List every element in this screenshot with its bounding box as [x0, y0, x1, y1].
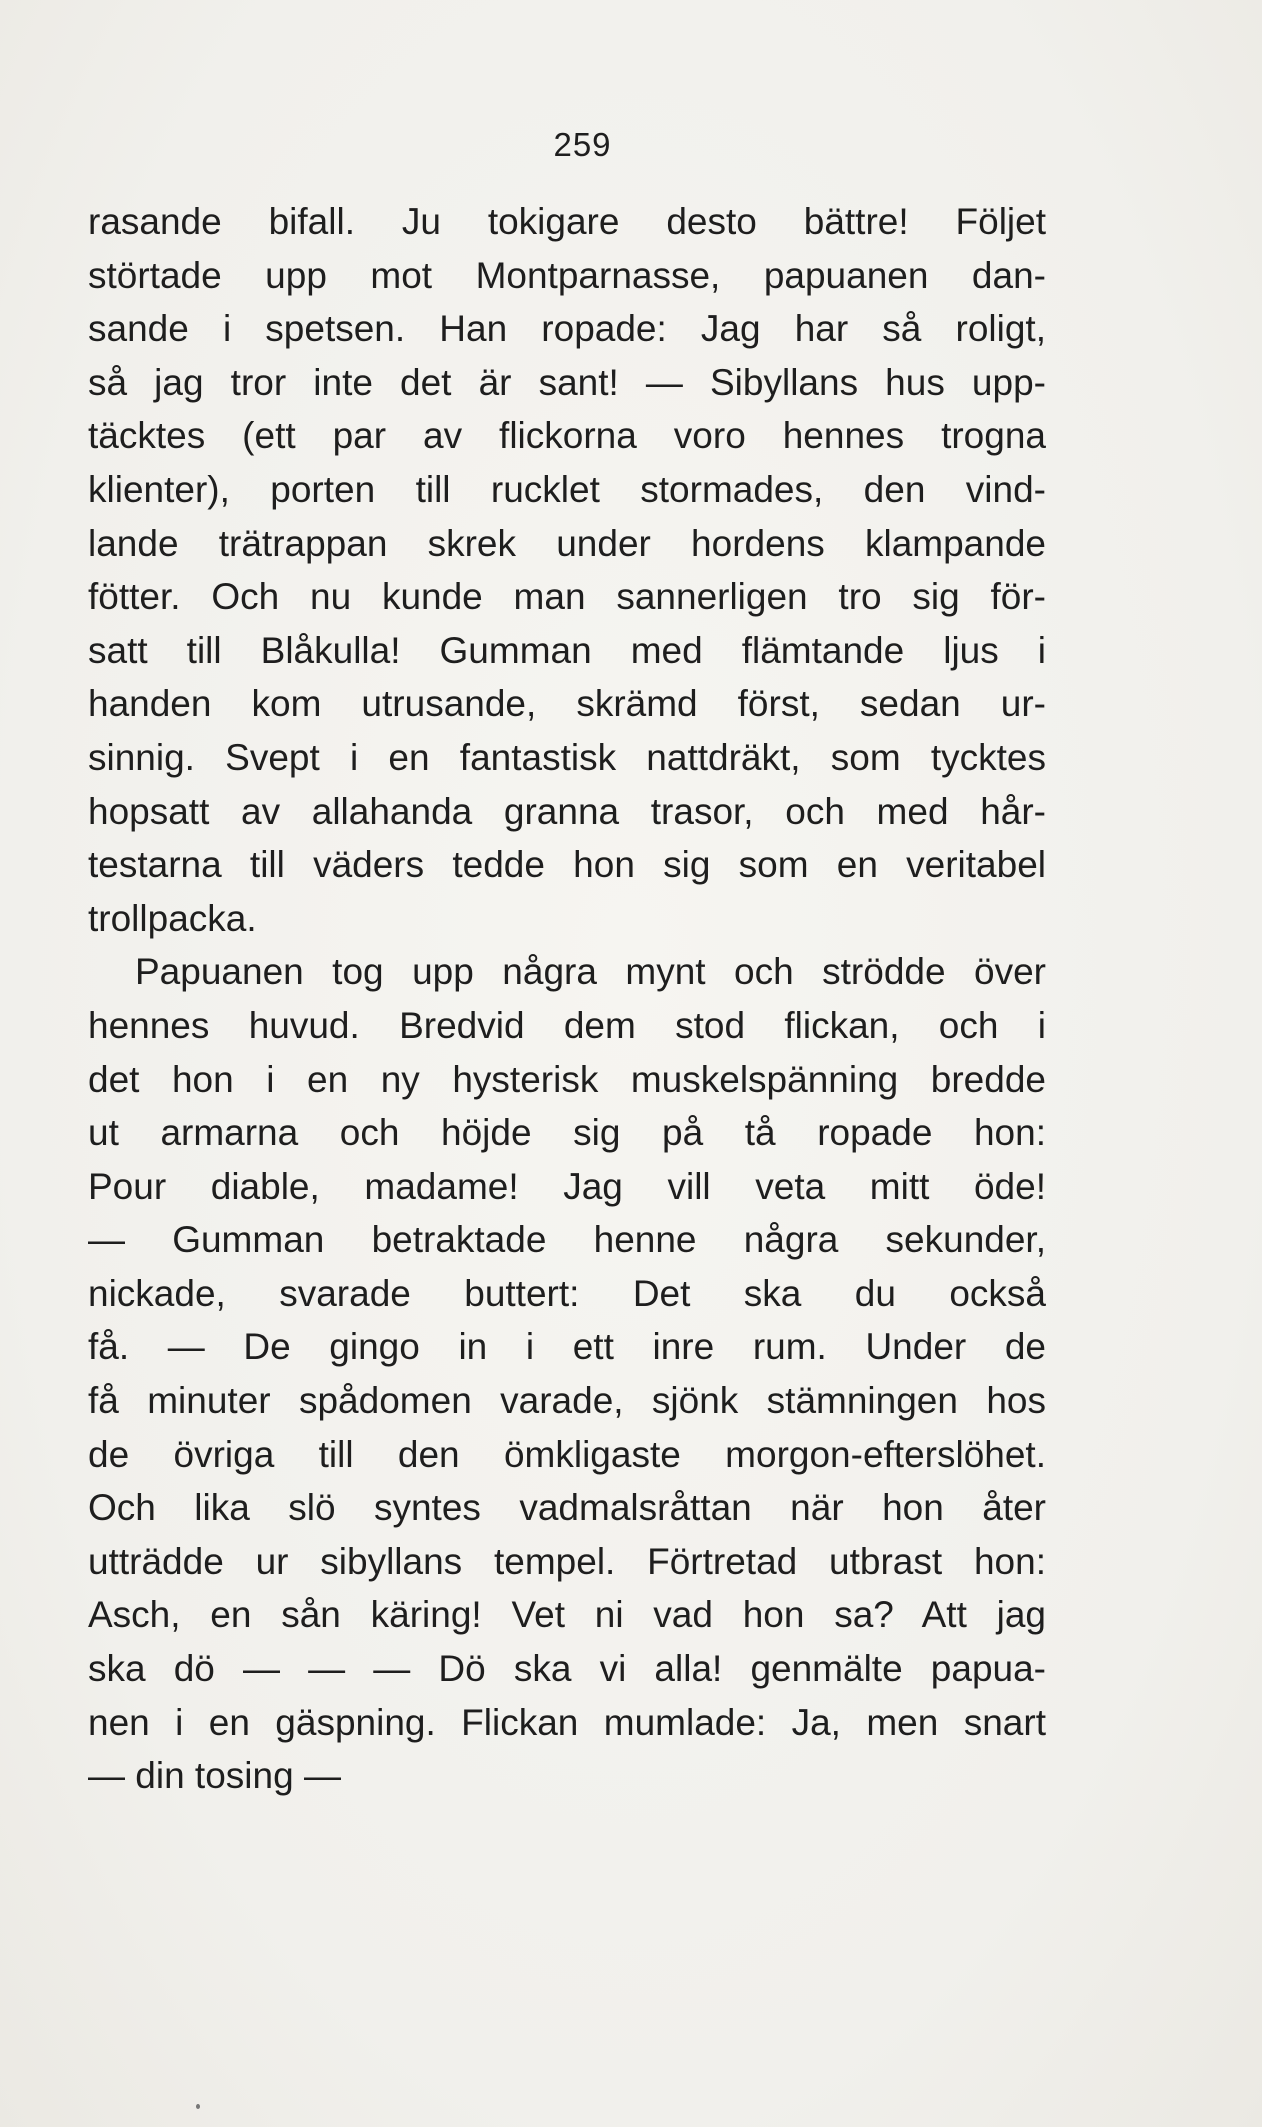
text-line: sinnig. Svept i en fantastisk nattdräkt, som tycktes	[88, 736, 1046, 778]
text-line: Asch, en sån käring! Vet ni vad hon sa? Att jag	[88, 1594, 1046, 1636]
text-line: Pour diable, madame! Jag vill veta mitt öde!	[88, 1165, 1046, 1207]
text-line: de övriga till den ömkligaste morgon-efterslöhet.	[88, 1433, 1046, 1475]
final-line: — din tosing —	[88, 1755, 341, 1797]
text-line: handen kom utrusande, skrämd först, sedan ur-	[88, 683, 1046, 725]
text-line: testarna till väders tedde hon sig som en veritabel	[88, 844, 1046, 886]
text-line: nen i en gäspning. Flickan mumlade: Ja, men snart	[88, 1701, 1046, 1743]
text-line: ska dö — — — Dö ska vi alla! genmälte papua-	[88, 1648, 1046, 1690]
body-text	[88, 195, 1046, 1803]
text-line: rasande bifall. Ju tokigare desto bättre! Följet	[88, 201, 1046, 242]
text-line: hennes huvud. Bredvid dem stod flickan, och i	[88, 1004, 1046, 1046]
paragraph-end-line: trollpacka.	[88, 897, 257, 939]
paragraph-start-line: Papuanen tog upp några mynt och strödde över	[135, 951, 1046, 993]
text-line: fötter. Och nu kunde man sannerligen tro sig för-	[88, 576, 1046, 618]
text-line: Och lika slö syntes vadmalsråttan när hon åter	[88, 1487, 1046, 1529]
text-line: hopsatt av allahanda granna trasor, och med hår-	[88, 790, 1046, 832]
text-line: få minuter spådomen varade, sjönk stämningen hos	[88, 1380, 1046, 1422]
text-line: satt till Blåkulla! Gumman med flämtande ljus i	[88, 629, 1046, 671]
text-line: lande trätrappan skrek under hordens klampande	[88, 522, 1046, 564]
text-line: utträdde ur sibyllans tempel. Förtretad utbrast hon:	[88, 1540, 1046, 1582]
text-line: så jag tror inte det är sant! — Sibyllans hus upp-	[88, 361, 1046, 403]
text-line: nickade, svarade buttert: Det ska du också	[88, 1272, 1046, 1314]
text-line: klienter), porten till rucklet stormades, den vind-	[88, 468, 1046, 510]
text-line: täcktes (ett par av flickorna voro hennes trogna	[88, 415, 1046, 457]
text-line: få. — De gingo in i ett inre rum. Under de	[88, 1326, 1046, 1368]
page-number: 259	[553, 126, 612, 163]
text-line: störtade upp mot Montparnasse, papuanen dan-	[88, 254, 1046, 296]
text-line: det hon i en ny hysterisk muskelspänning bredde	[88, 1058, 1046, 1100]
text-line: ut armarna och höjde sig på tå ropade hon:	[88, 1112, 1046, 1154]
text-line: sande i spetsen. Han ropade: Jag har så roligt,	[88, 308, 1046, 350]
text-line: — Gumman betraktade henne några sekunder,	[88, 1219, 1046, 1261]
paper-speck	[196, 2104, 200, 2109]
